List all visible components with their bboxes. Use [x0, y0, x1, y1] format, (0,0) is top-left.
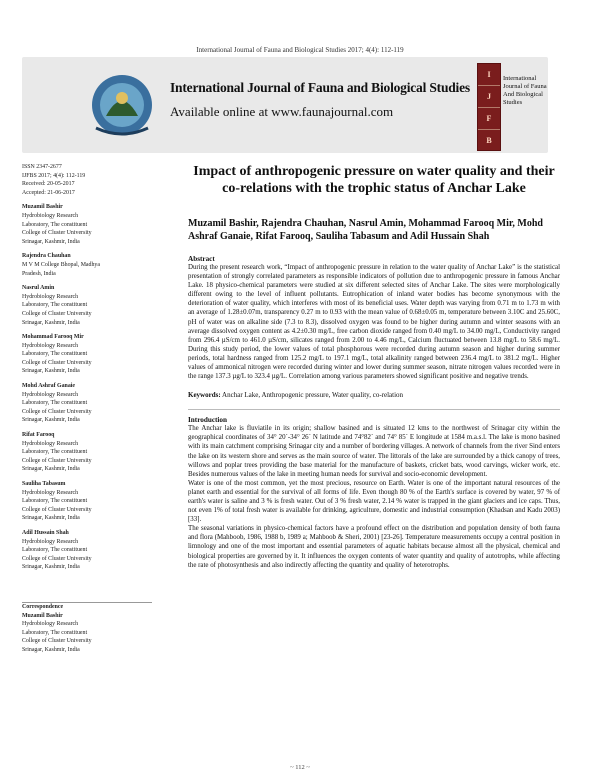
intro-paragraph: The Anchar lake is fluviatile in its origin; shallow basined and is situated 12 kms to the northwest of Srinagar city within the geographical coordinates of 34° 20´-34° 26´ N latitude and 74°82´ and 74° 85´ E longitude at 1584 m.a.s.l. The lake is mono basined with its main catchment comprising Srinagar city and a number of bordering villages. A network of channels from the river Sind enters the lake on its western shore and serves as the main source of water. The littorals of the lake are surrounded by a thick canopy of trees, willows and poplar trees providing the base material for the manufacture of baskets, cricket bats, wood carvings, wicker work, etc. Besides numerous values of the lake in meeting human needs for survival and socio-economic development.: [188, 425, 560, 478]
affiliation-line: Srinagar, Kashmir, India: [22, 466, 80, 473]
affiliation-item: [22, 431, 174, 474]
affiliation-line: Hydrobiology Research: [22, 440, 79, 447]
affiliation-line: Laboratory, The constituent: [22, 449, 88, 456]
affiliation-line: College of Cluster University: [22, 230, 92, 237]
article-main: [188, 163, 560, 570]
affiliation-name: Sauliha Tabasum: [22, 481, 66, 487]
affiliation-line: M V M College Bhopal, Madhya: [22, 261, 100, 268]
logo-letter: F: [478, 108, 500, 130]
affiliation-line: Hydrobiology Research: [22, 212, 79, 219]
accepted-date: Accepted: 21-06-2017: [22, 189, 75, 196]
fauna-logo-icon: [86, 68, 158, 142]
correspondence-line: Hydrobiology Research: [22, 621, 79, 628]
intro-paragraph: Water is one of the most common, yet the most precious, resource on Earth. Water is one of the important natural resources of the planet earth and essential for the survival of all forms of life. Even though 80 % of the Earth's surface is covered by water, 97 % of earth's water is saline and 3 % is fresh water. Out of 3 % fresh water, 2.14 % water is trapped in the giant glaciers and ice caps. Thus, not even 1% of total fresh water is available for drinking, agriculture, domestic and industrial consumption (Khadsan and Kadu 2003) [33].: [188, 479, 560, 524]
keywords: [188, 391, 560, 399]
intro-heading: Introduction: [188, 416, 228, 425]
affiliation-item: [22, 203, 174, 246]
issn: ISSN 2347-2677: [22, 164, 62, 170]
journal-logo: [477, 63, 501, 151]
ijfbs-ref: IJFBS 2017; 4(4): 112-119: [22, 172, 86, 179]
affiliation-line: Srinagar, Kashmir, India: [22, 238, 80, 245]
affiliation-line: Laboratory, The constituent: [22, 221, 88, 228]
page-footer: ~ 112 ~: [290, 764, 310, 771]
paper-authors: Muzamil Bashir, Rajendra Chauhan, Nasrul Amin, Mohammad Farooq Mir, Mohd Ashraf Ganaie, Rifat Farooq, Sauliha Tabasum and Adil Hussain Shah: [188, 218, 543, 242]
keywords-text: Anchar Lake, Anthropogenic pressure, Water quality, co-relation: [222, 391, 404, 400]
correspondence-name: Muzamil Bashir: [22, 612, 63, 619]
affiliation-line: Laboratory, The constituent: [22, 498, 88, 505]
affiliation-line: Srinagar, Kashmir, India: [22, 564, 80, 571]
affiliation-line: Hydrobiology Research: [22, 538, 79, 545]
affiliation-item: [22, 480, 174, 523]
article-meta: [22, 163, 174, 197]
affiliation-item: [22, 529, 174, 572]
affiliation-line: Srinagar, Kashmir, India: [22, 319, 80, 326]
paper-title: Impact of anthropogenic pressure on water quality and their co-relations with the trophic status of Anchar Lake: [193, 164, 555, 196]
affiliation-line: College of Cluster University: [22, 359, 92, 366]
affiliation-name: Mohammad Farooq Mir: [22, 334, 84, 341]
affiliation-item: [22, 382, 174, 425]
correspondence-line: Srinagar, Kashmir, India: [22, 646, 80, 653]
logo-letter: I: [478, 64, 500, 86]
affiliation-line: Hydrobiology Research: [22, 391, 79, 398]
sidebar-affiliations: [22, 163, 174, 655]
affiliation-line: Srinagar, Kashmir, India: [22, 368, 80, 375]
logo-letter: J: [478, 86, 500, 108]
affiliation-line: Laboratory, The constituent: [22, 547, 88, 554]
divider: [188, 409, 560, 410]
affiliation-item: [22, 252, 174, 278]
intro-paragraph: The seasonal variations in physico-chemical factors have a profound effect on the distribution and population density of both fauna and flora (Mahboob, 1986, 1988 b, 1989 a; Mahboob & Sheri, 2001) [23-26]. Temperature measurements occupy a central position in limnology and one of the most important and essential parameters of aquatic habitats because almost all the physical, chemical and biological properties are governed by it. It influences the oxygen contents of water quantity and quality of autotrophs, while affecting the rate of photosynthesis and also indirectly affecting the quantity and quality of heterotrophs.: [188, 525, 560, 569]
received-date: Received: 20-05-2017: [22, 181, 75, 188]
abstract-heading: Abstract: [188, 255, 215, 263]
affiliation-line: Pradesh, India: [22, 270, 56, 277]
affiliation-line: Hydrobiology Research: [22, 342, 79, 349]
correspondence-block: [22, 602, 174, 655]
affiliation-line: College of Cluster University: [22, 555, 92, 562]
correspondence-line: Laboratory, The constituent: [22, 629, 88, 636]
affiliation-line: Laboratory, The constituent: [22, 400, 88, 407]
affiliation-line: Hydrobiology Research: [22, 293, 79, 300]
journal-logo-text: International Journal of Fauna And Biological Studies: [503, 75, 547, 106]
affiliation-line: College of Cluster University: [22, 310, 92, 317]
affiliation-line: Laboratory, The constituent: [22, 302, 88, 309]
affiliation-name: Muzamil Bashir: [22, 204, 63, 211]
affiliation-line: College of Cluster University: [22, 457, 92, 464]
affiliation-name: Mohd Ashraf Ganaie: [22, 383, 76, 390]
affiliation-name: Adil Hussain Shah: [22, 529, 69, 536]
correspondence-line: College of Cluster University: [22, 638, 92, 645]
correspondence-title: Correspondence: [22, 603, 64, 610]
affiliation-line: Srinagar, Kashmir, India: [22, 515, 80, 522]
affiliation-line: College of Cluster University: [22, 408, 92, 415]
affiliation-name: Rifat Farooq: [22, 432, 55, 439]
running-header: International Journal of Fauna and Biological Studies 2017; 4(4): 112-119: [196, 46, 404, 54]
affiliation-item: [22, 333, 174, 376]
keywords-label: Keywords:: [188, 391, 221, 400]
affiliation-line: Srinagar, Kashmir, India: [22, 417, 80, 424]
logo-letter: B: [486, 136, 492, 145]
affiliation-line: Laboratory, The constituent: [22, 351, 88, 358]
affiliation-line: College of Cluster University: [22, 506, 92, 513]
journal-site: Available online at www.faunajournal.com: [170, 104, 394, 119]
affiliation-item: [22, 284, 174, 327]
affiliation-name: Rajendra Chauhan: [22, 253, 71, 260]
affiliation-name: Nasrul Amin: [22, 285, 55, 292]
journal-name: International Journal of Fauna and Biological Studies: [170, 80, 470, 95]
abstract-text: During the present research work, “Impact of anthropogenic pressure in relation to the water quality of Anchar Lake” is the statistical presentation of strongly correlated parameters as responsible indicators of pollution due to anthropogenic pressure in famous Anchar Lake. 18 physico-chemical parameters were studied at six different selected sites of Anchar Lake. The sites were morphologically different owing to the level of influent pollutants. Eutrophication of inland water bodies has become synonymous with the deterioration of water quality, which interferes with most of its beneficial uses. Water depth was varying from 0.71 m to 1.73 m with an average of 1.28±0.07m, transparency 0.27 m to 0.93 with the mean value of 0.68±0.05 m, temperature between 3.10C and 25.60C, pH of water was on alkaline side (7.3 to 8.3), dissolved oxygen was found to be higher during autumn and winter seasons with an average dissolved oxygen content as 4.2±0.30 mg/L, free carbon dioxide ranged from 0.40 mg/L to 34.00 mg/L, Conductivity ranged from 296.4 µS/cm to 461.0 µS/cm, silicates ranged from 2.00 to 4.46 mg/L, Calcium fluctuated between 13.8 mg/L to 58.6 mg/L. During this study period, the lower values of total phosphorous were recorded during autumn season and higher during summer periods, total hardness ranged from 125.2 mg/L to 197.1 mg/L, total alkalinity ranged between 236.4 mg/L to 381.2 mg/L. Higher values of ammonical nitrogen were recorded during winter and lower during summer season, nitrate nitrogen values recorded were in the range 137.3 µg/L to 323.4 µg/L. Correlation among various parameters showed significant positive and negative trends.: [188, 264, 560, 381]
affiliation-line: Hydrobiology Research: [22, 489, 79, 496]
